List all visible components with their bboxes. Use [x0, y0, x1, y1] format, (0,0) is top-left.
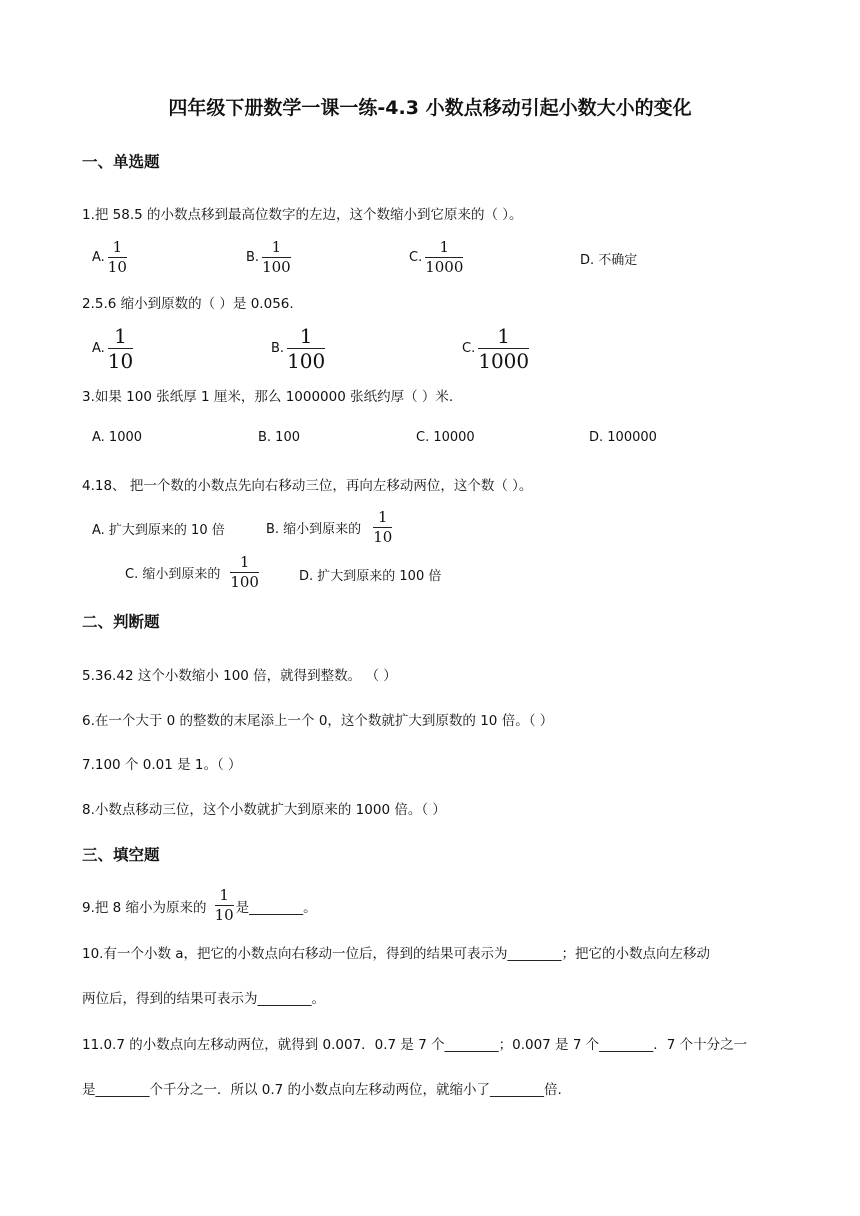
- q1-option-a[interactable]: [92, 240, 127, 275]
- fraction-denominator: 100: [230, 573, 259, 591]
- fraction-numerator: 1: [112, 238, 123, 256]
- fraction-denominator: 100: [287, 349, 326, 373]
- option-label: B.: [246, 250, 260, 265]
- q4-option-b[interactable]: [266, 510, 392, 545]
- question-11-line-1: 11.0.7 的小数点向左移动两位，就得到 0.007．0.7 是 7 个________；0.007 是 7 个________．7 个十分之一: [82, 1037, 748, 1053]
- fraction-denominator: 1000: [425, 258, 464, 276]
- q1-option-b[interactable]: [246, 240, 291, 275]
- question-1: 1.把 58.5 的小数点移到最高位数字的左边，这个数缩小到它原来的（ ）。: [82, 207, 523, 223]
- page-title: 四年级下册数学一课一练-4.3 小数点移动引起小数大小的变化: [168, 97, 692, 119]
- question-2: 2.5.6 缩小到原数的（ ）是 0.056.: [82, 296, 294, 312]
- fraction-numerator: 1: [114, 324, 127, 348]
- section-heading-true-false: 二、判断题: [82, 613, 160, 631]
- option-label: C.: [462, 341, 476, 356]
- option-label: C. 缩小到原来的: [125, 567, 221, 582]
- fraction: [373, 510, 392, 545]
- question-10-line-2: 两位后，得到的结果可表示为________。: [82, 991, 325, 1007]
- q1-option-d[interactable]: D. 不确定: [580, 253, 638, 268]
- fraction-denominator: 10: [214, 906, 234, 924]
- q3-option-b[interactable]: B. 100: [258, 430, 300, 445]
- fraction-denominator: 10: [373, 528, 393, 546]
- question-9: [82, 888, 317, 923]
- fraction: [262, 240, 291, 275]
- question-9-prefix: 9.把 8 缩小为原来的: [82, 899, 207, 916]
- option-label: A.: [92, 250, 105, 265]
- question-10-line-1: 10.有一个小数 a，把它的小数点向右移动一位后，得到的结果可表示为________；把它的小数点向左移动: [82, 946, 711, 962]
- q2-option-a[interactable]: [92, 326, 133, 371]
- fraction-numerator: 1: [377, 508, 388, 526]
- q4-option-d[interactable]: D. 扩大到原来的 100 倍: [299, 569, 442, 584]
- fraction: [287, 326, 325, 371]
- question-11-line-2: 是________个千分之一．所以 0.7 的小数点向左移动两位，就缩小了________倍.: [82, 1082, 562, 1098]
- fraction-numerator: 1: [497, 324, 511, 348]
- q3-option-d[interactable]: D. 100000: [589, 430, 657, 445]
- q4-option-c[interactable]: [125, 555, 259, 590]
- fraction-numerator: 1: [439, 238, 450, 256]
- fraction-denominator: 1000: [478, 349, 530, 373]
- q2-option-c[interactable]: [462, 326, 529, 371]
- fraction: [425, 240, 463, 275]
- question-4: 4.18、 把一个数的小数点先向右移动三位，再向左移动两位，这个数（ ）。: [82, 478, 533, 494]
- section-heading-fill-blank: 三、填空题: [82, 846, 160, 864]
- q3-option-c[interactable]: C. 10000: [416, 430, 475, 445]
- fraction-numerator: 1: [299, 324, 313, 348]
- option-label: C.: [409, 250, 423, 265]
- q3-option-a[interactable]: A. 1000: [92, 430, 143, 445]
- question-8: 8.小数点移动三位，这个小数就扩大到原来的 1000 倍。（ ）: [82, 802, 446, 818]
- section-heading-single-choice: 一、单选题: [82, 153, 160, 171]
- fraction: [230, 555, 259, 590]
- q2-option-b[interactable]: [271, 326, 325, 371]
- fraction-denominator: 10: [107, 349, 134, 373]
- fraction: [108, 326, 133, 371]
- fraction-numerator: 1: [271, 238, 282, 256]
- fraction: [215, 888, 234, 923]
- question-7: 7.100 个 0.01 是 1。（ ）: [82, 757, 242, 773]
- fraction: [108, 240, 127, 275]
- fraction-numerator: 1: [239, 553, 250, 571]
- option-label: B. 缩小到原来的: [266, 522, 362, 537]
- question-3: 3.如果 100 张纸厚 1 厘米，那么 1000000 张纸约厚（ ）米.: [82, 389, 454, 405]
- fraction: [478, 326, 529, 371]
- fraction-denominator: 10: [107, 258, 127, 276]
- option-label: A.: [92, 341, 105, 356]
- question-9-suffix: 是________。: [235, 899, 317, 916]
- question-6: 6.在一个大于 0 的整数的末尾添上一个 0，这个数就扩大到原数的 10 倍。（ ）: [82, 713, 554, 729]
- q4-option-a[interactable]: A. 扩大到原来的 10 倍: [92, 523, 225, 538]
- fraction-numerator: 1: [219, 886, 229, 904]
- question-5: 5.36.42 这个小数缩小 100 倍，就得到整数。 （ ）: [82, 668, 397, 684]
- fraction-denominator: 100: [262, 258, 291, 276]
- option-label: B.: [271, 341, 285, 356]
- q1-option-c[interactable]: [409, 240, 463, 275]
